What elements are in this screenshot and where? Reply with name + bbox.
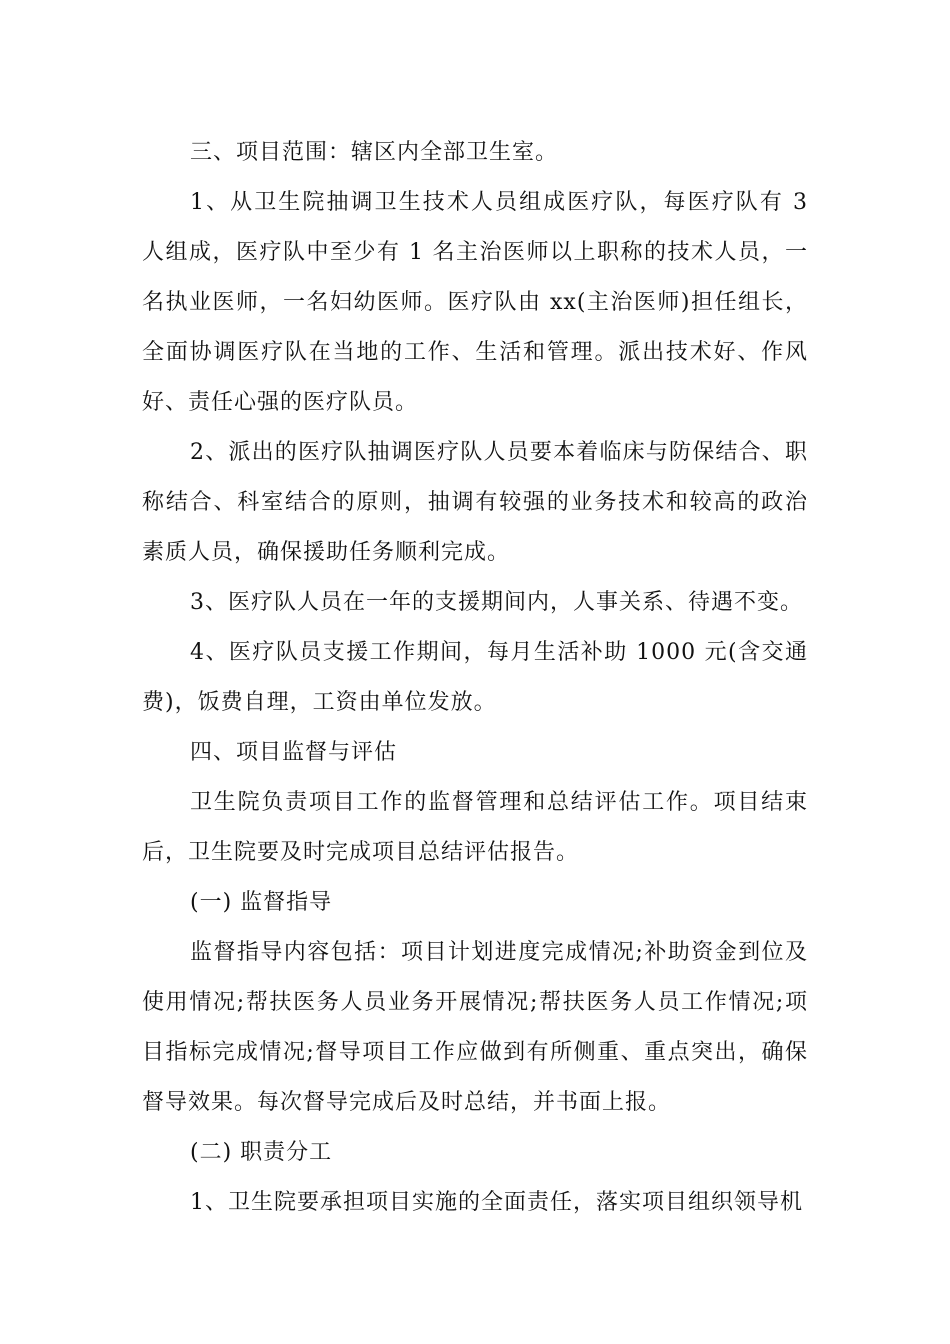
document-body	[142, 128, 808, 1228]
paragraph-item-2: 2、派出的医疗队抽调医疗队人员要本着临床与防保结合、职称结合、科室结合的原则，抽调有较强的业务技术和较高的政治素质人员，确保援助任务顺利完成。	[142, 440, 808, 565]
paragraph-item-1: 1、从卫生院抽调卫生技术人员组成医疗队，每医疗队有 3 人组成，医疗队中至少有 1 名主治医师以上职称的技术人员，一名执业医师，一名妇幼医师。医疗队由 xx(主治医师)担任组长，全面协调医疗队在当地的工作、生活和管理。派出技术好、作风好、责任心强的医疗队员。	[142, 190, 808, 415]
subheading-responsibilities: (二) 职责分工	[190, 1140, 333, 1165]
section-heading-supervision: 四、项目监督与评估	[190, 740, 398, 765]
subheading-guidance: (一) 监督指导	[190, 890, 333, 915]
paragraph-guidance-content: 监督指导内容包括：项目计划进度完成情况;补助资金到位及使用情况;帮扶医务人员业务开展情况;帮扶医务人员工作情况;项目指标完成情况;督导项目工作应做到有所侧重、重点突出，确保督导效果。每次督导完成后及时总结，并书面上报。	[142, 940, 808, 1115]
paragraph-supervision-intro: 卫生院负责项目工作的监督管理和总结评估工作。项目结束后，卫生院要及时完成项目总结评估报告。	[142, 790, 808, 865]
paragraph-responsibility-1: 1、卫生院要承担项目实施的全面责任，落实项目组织领导机	[190, 1190, 803, 1215]
paragraph-item-4: 4、医疗队员支援工作期间，每月生活补助 1000 元(含交通费)，饭费自理，工资由单位发放。	[142, 640, 808, 715]
paragraph-item-3: 3、医疗队人员在一年的支援期间内，人事关系、待遇不变。	[190, 590, 803, 615]
section-heading-project-scope: 三、项目范围：辖区内全部卫生室。	[190, 140, 559, 165]
